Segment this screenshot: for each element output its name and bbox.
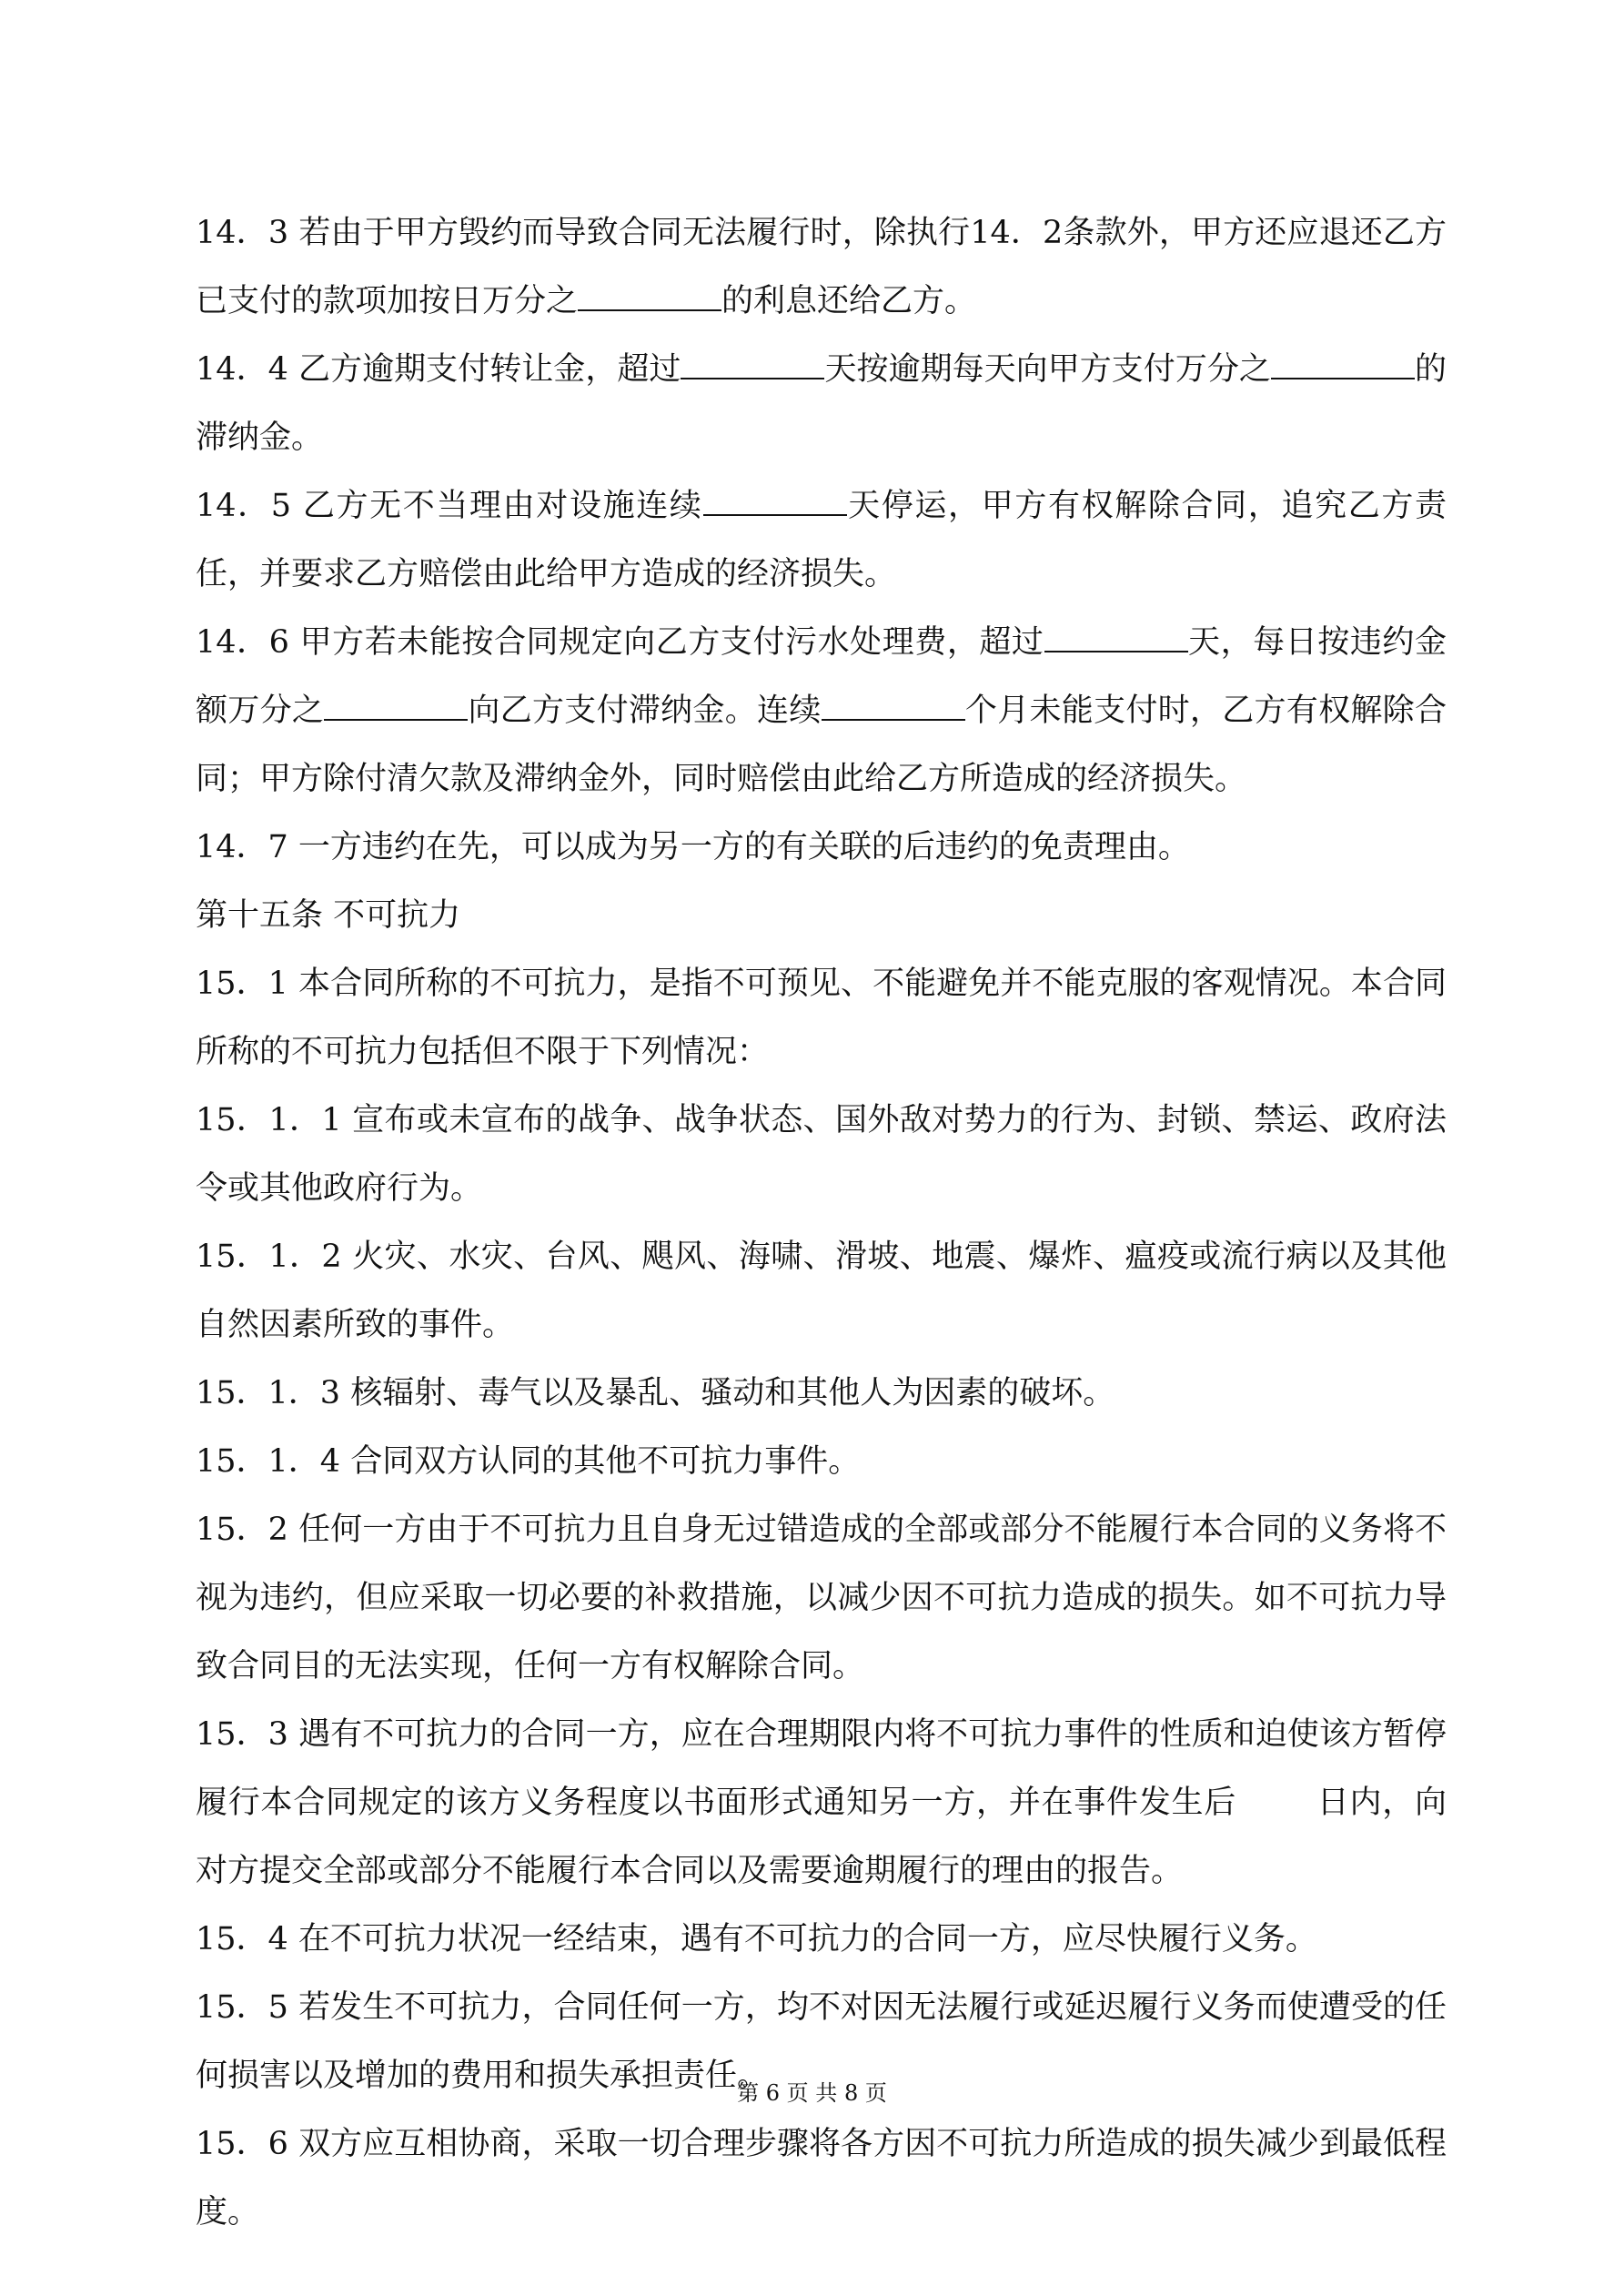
clause-text: 14．4 乙方逾期支付转让金，超过	[196, 351, 681, 388]
clause-15-1-3: 15．1．3 核辐射、毒气以及暴乱、骚动和其他人为因素的破坏。	[196, 1375, 1115, 1411]
clause-15-1-1: 15．1．1 宣布或未宣布的战争、战争状态、国外敌对势力的行为、封锁、禁运、政府法令或其他政府行为。	[196, 1102, 1447, 1207]
clause-15-1: 15．1 本合同所称的不可抗力，是指不可预见、不能避免并不能克服的客观情况。本合同所称的不可抗力包括但不限于下列情况：	[196, 966, 1447, 1070]
fill-blank	[1271, 352, 1415, 379]
fill-blank	[822, 693, 965, 721]
clause-text: 个月未能支付时，乙方有权解除合同；甲方除付清欠款及滞纳金外，同时赔偿由此给乙方所造成的经济损失。	[196, 693, 1447, 797]
clause-14-4	[196, 336, 1447, 472]
clause-14-7: 14．7 一方违约在先，可以成为另一方的有关联的后违约的免责理由。	[196, 829, 1190, 865]
clause-text: 的利息还给乙方。	[721, 283, 977, 319]
clause-15-1-4: 15．1．4 合同双方认同的其他不可抗力事件。	[196, 1443, 861, 1480]
clause-15-4: 15．4 在不可抗力状况一经结束，遇有不可抗力的合同一方，应尽快履行义务。	[196, 1921, 1317, 1957]
clause-15-6: 15．6 双方应互相协商，采取一切合理步骤将各方因不可抗力所造成的损失减少到最低程度。	[196, 2126, 1447, 2230]
clause-text: 向乙方支付滞纳金。连续	[468, 693, 822, 729]
clause-15-2: 15．2 任何一方由于不可抗力且自身无过错造成的全部或部分不能履行本合同的义务将不视为违约，但应采取一切必要的补救措施，以减少因不可抗力造成的损失。如不可抗力导致合同目的无法实现，任何一方有权解除合同。	[196, 1512, 1447, 1684]
clause-text: 天，每日按违约金额万分之	[196, 624, 1447, 729]
clause-15-3	[196, 1701, 1447, 1906]
page-body	[196, 199, 1447, 2247]
clause-text: 14．6 甲方若未能按合同规定向乙方支付污水处理费，超过	[196, 624, 1044, 661]
fill-blank	[681, 352, 824, 379]
clause-text: 15．3 遇有不可抗力的合同一方，应在合理期限内将不可抗力事件的性质和迫使该方暂停履行本合同规定的该方义务程度以书面形式通知另一方，并在事件发生后	[196, 1716, 1447, 1821]
clause-text: 天按逾期每天向甲方支付万分之	[824, 351, 1271, 388]
fill-blank	[703, 489, 847, 516]
clause-text: 天停运，甲方有权解除合同，追究乙方责任，并要求乙方赔偿由此给甲方造成的经济损失。	[196, 488, 1447, 592]
fill-blank	[1044, 625, 1188, 652]
clause-15-5: 15．5 若发生不可抗力，合同任何一方，均不对因无法履行或延迟履行义务而使遭受的任何损害以及增加的费用和损失承担责任。	[196, 1989, 1447, 2094]
clause-text: 14．3 若由于甲方毁约而导致合同无法履行时，除执行14．2条款外，甲方还应退还乙方已支付的款项加按日万分之	[196, 215, 1447, 319]
clause-text: 日内，向对方提交全部或部分不能履行本合同以及需要逾期履行的理由的报告。	[196, 1785, 1447, 1889]
page-footer: 第 6 页 共 8 页	[737, 2080, 887, 2106]
article-15-heading: 第十五条 不可抗力	[196, 897, 461, 934]
clause-14-3	[196, 199, 1447, 336]
clause-14-5	[196, 472, 1447, 609]
clause-15-1-2: 15．1．2 火灾、水灾、台风、飓风、海啸、滑坡、地震、爆炸、瘟疫或流行病以及其他自然因素所致的事件。	[196, 1239, 1447, 1343]
fill-blank	[578, 284, 721, 311]
fill-blank	[324, 693, 468, 721]
clause-text: 的滞纳金。	[196, 351, 1447, 456]
clause-text: 14．5 乙方无不当理由对设施连续	[196, 488, 703, 524]
clause-14-6	[196, 609, 1447, 814]
